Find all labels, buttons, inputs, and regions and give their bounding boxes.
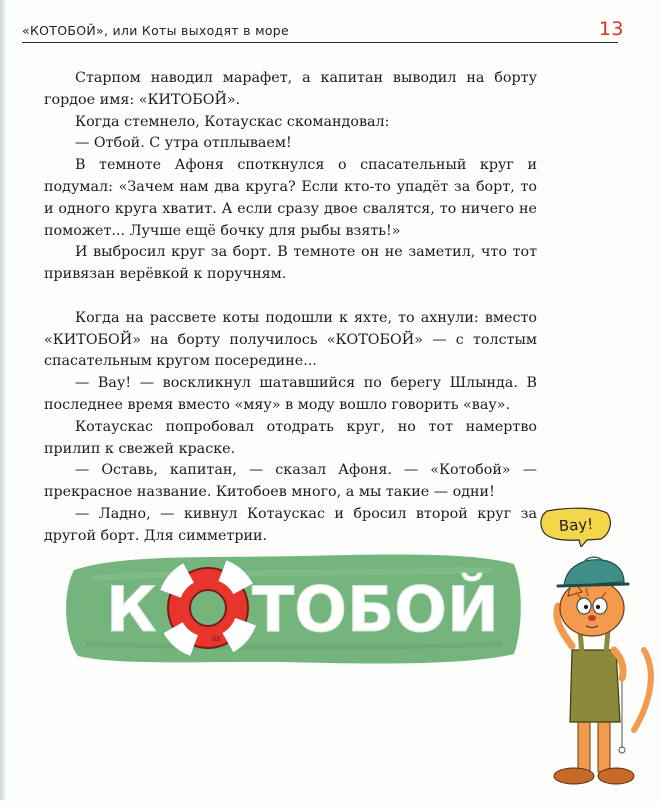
- paragraph: И выбросил круг за борт. В темноте он не заметил, что тот привязан верёвкой к поручням.: [44, 244, 537, 283]
- banner-letter-k: К: [106, 573, 157, 646]
- paragraph: Когда на рассвете коты подошли к яхте, то ахнули: вместо «КИТОБОЙ» на борту получилось «КОТОБОЙ» — с толстым спасательным кругом посередине...: [44, 309, 537, 370]
- banner-letters: ТОБОЙ: [252, 573, 499, 646]
- kotoboy-banner: [62, 548, 524, 670]
- lifebuoy-icon: [157, 557, 260, 660]
- story-text: [44, 68, 537, 548]
- speech-text: Вау!: [558, 514, 594, 536]
- paragraph: Старпом наводил марафет, а капитан выводил на борту гордое имя: «КИТОБОЙ».: [44, 70, 537, 108]
- page-number: 13: [598, 18, 624, 40]
- lifebuoy-mark: NB: [212, 636, 221, 643]
- paragraph: — Оставь, капитан, — сказал Афоня. — «Котобой» — прекрасное название. Китобоев много, а мы такие — одни!: [44, 462, 537, 501]
- paragraph: В темноте Афоня споткнулся о спасательный круг и подумал: «Зачем нам два круга? Если кто-то упадёт за борт, то и одного круга хватит. А если сразу двое свалятся, то ничего не поможет... Лучше ещё бочку для рыбы взять!»: [44, 157, 537, 239]
- page-spine-edge: [0, 0, 6, 800]
- running-header: [22, 14, 624, 43]
- cat-character-illustration: [524, 500, 660, 800]
- paragraph: Котаускас попробовал отодрать круг, но тот намертво прилип к свежей краске.: [44, 418, 537, 457]
- paragraph: — Отбой. С утра отплываем!: [75, 135, 292, 152]
- paragraph: — Ладно, — кивнул Котаускас и бросил второй круг за другой борт. Для симметрии.: [44, 505, 537, 544]
- paragraph: — Вау! — воскликнул шатавшийся по берегу Шлында. В последнее время вместо «мяу» в моду вошло говорить «вау».: [44, 375, 537, 413]
- paragraph: Когда стемнело, Котаускас скомандовал:: [75, 113, 390, 130]
- chapter-title: «КОТОБОЙ», или Коты выходят в море: [22, 23, 289, 38]
